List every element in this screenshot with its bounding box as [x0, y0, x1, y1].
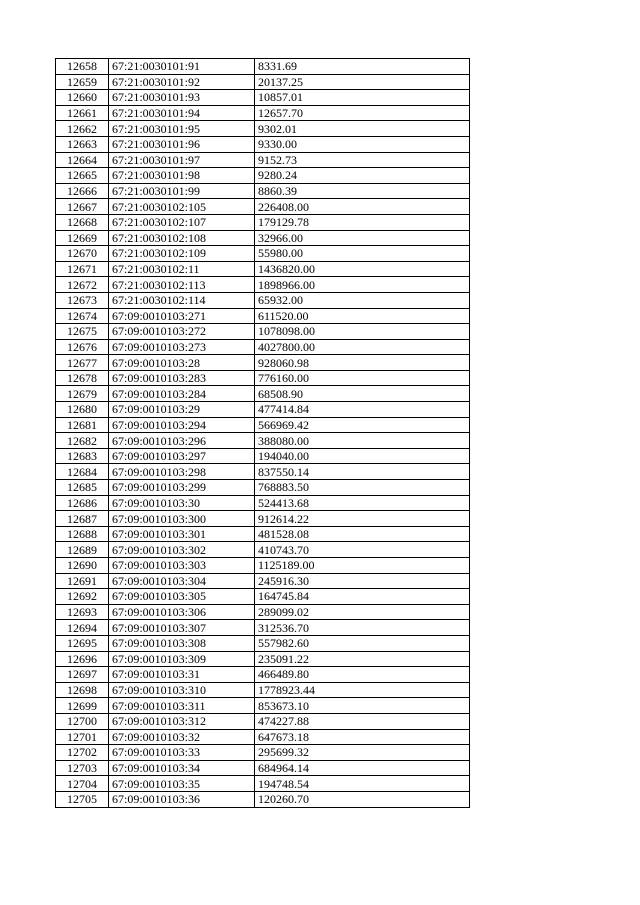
- table-row: [56, 713, 470, 729]
- row-number-cell: 12678: [56, 370, 109, 386]
- row-number-cell: 12692: [56, 589, 109, 605]
- value-cell: 9280.24: [255, 168, 470, 184]
- row-number-cell: 12671: [56, 261, 109, 277]
- table-row: [56, 402, 470, 418]
- table-row: [56, 604, 470, 620]
- value-cell: 312536.70: [255, 620, 470, 636]
- value-cell: 9152.73: [255, 152, 470, 168]
- row-number-cell: 12658: [56, 59, 109, 75]
- cadastral-number-cell: 67:09:0010103:310: [109, 682, 255, 698]
- table-row: [56, 511, 470, 527]
- table-row: [56, 90, 470, 106]
- table-row: [56, 230, 470, 246]
- row-number-cell: 12683: [56, 448, 109, 464]
- row-number-cell: 12696: [56, 651, 109, 667]
- cadastral-number-cell: 67:09:0010103:302: [109, 542, 255, 558]
- value-cell: 12657.70: [255, 105, 470, 121]
- table-row: [56, 386, 470, 402]
- value-cell: 164745.84: [255, 589, 470, 605]
- cadastral-number-cell: 67:21:0030101:94: [109, 105, 255, 121]
- cadastral-number-cell: 67:09:0010103:272: [109, 324, 255, 340]
- value-cell: 481528.08: [255, 526, 470, 542]
- row-number-cell: 12702: [56, 745, 109, 761]
- value-cell: 8860.39: [255, 183, 470, 199]
- row-number-cell: 12687: [56, 511, 109, 527]
- cadastral-number-cell: 67:21:0030101:97: [109, 152, 255, 168]
- table-row: [56, 214, 470, 230]
- value-cell: 928060.98: [255, 355, 470, 371]
- value-cell: 1898966.00: [255, 277, 470, 293]
- value-cell: 474227.88: [255, 713, 470, 729]
- value-cell: 295699.32: [255, 745, 470, 761]
- cadastral-number-cell: 67:09:0010103:271: [109, 308, 255, 324]
- cadastral-number-cell: 67:09:0010103:305: [109, 589, 255, 605]
- value-cell: 235091.22: [255, 651, 470, 667]
- cadastral-number-cell: 67:09:0010103:306: [109, 604, 255, 620]
- cadastral-number-cell: 67:21:0030102:107: [109, 214, 255, 230]
- table-row: [56, 183, 470, 199]
- cadastral-number-cell: 67:09:0010103:30: [109, 495, 255, 511]
- value-cell: 9330.00: [255, 136, 470, 152]
- value-cell: 557982.60: [255, 635, 470, 651]
- cadastral-number-cell: 67:09:0010103:312: [109, 713, 255, 729]
- value-cell: 853673.10: [255, 698, 470, 714]
- row-number-cell: 12665: [56, 168, 109, 184]
- cadastral-number-cell: 67:21:0030102:105: [109, 199, 255, 215]
- table-row: [56, 776, 470, 792]
- row-number-cell: 12672: [56, 277, 109, 293]
- cadastral-number-cell: 67:09:0010103:300: [109, 511, 255, 527]
- value-cell: 245916.30: [255, 573, 470, 589]
- table-row: [56, 121, 470, 137]
- cadastral-number-cell: 67:09:0010103:35: [109, 776, 255, 792]
- table-row: [56, 105, 470, 121]
- row-number-cell: 12668: [56, 214, 109, 230]
- cadastral-number-cell: 67:09:0010103:294: [109, 417, 255, 433]
- table-row: [56, 417, 470, 433]
- row-number-cell: 12698: [56, 682, 109, 698]
- cadastral-number-cell: 67:09:0010103:299: [109, 480, 255, 496]
- value-cell: 9302.01: [255, 121, 470, 137]
- value-cell: 684964.14: [255, 760, 470, 776]
- cadastral-number-cell: 67:09:0010103:36: [109, 791, 255, 807]
- table-row: [56, 355, 470, 371]
- value-cell: 55980.00: [255, 246, 470, 262]
- value-cell: 65932.00: [255, 292, 470, 308]
- row-number-cell: 12661: [56, 105, 109, 121]
- row-number-cell: 12669: [56, 230, 109, 246]
- table-row: [56, 667, 470, 683]
- row-number-cell: 12703: [56, 760, 109, 776]
- table-row: [56, 729, 470, 745]
- table-row: [56, 573, 470, 589]
- table-row: [56, 59, 470, 75]
- value-cell: 194040.00: [255, 448, 470, 464]
- row-number-cell: 12677: [56, 355, 109, 371]
- table-body: [56, 59, 470, 808]
- data-table: [55, 58, 470, 808]
- row-number-cell: 12685: [56, 480, 109, 496]
- cadastral-number-cell: 67:09:0010103:31: [109, 667, 255, 683]
- row-number-cell: 12674: [56, 308, 109, 324]
- cadastral-number-cell: 67:09:0010103:33: [109, 745, 255, 761]
- value-cell: 179129.78: [255, 214, 470, 230]
- value-cell: 566969.42: [255, 417, 470, 433]
- row-number-cell: 12660: [56, 90, 109, 106]
- table-row: [56, 480, 470, 496]
- table-row: [56, 246, 470, 262]
- table-row: [56, 760, 470, 776]
- row-number-cell: 12694: [56, 620, 109, 636]
- table-row: [56, 635, 470, 651]
- row-number-cell: 12699: [56, 698, 109, 714]
- row-number-cell: 12659: [56, 74, 109, 90]
- table-row: [56, 74, 470, 90]
- row-number-cell: 12697: [56, 667, 109, 683]
- cadastral-number-cell: 67:21:0030101:93: [109, 90, 255, 106]
- row-number-cell: 12666: [56, 183, 109, 199]
- row-number-cell: 12691: [56, 573, 109, 589]
- cadastral-number-cell: 67:09:0010103:311: [109, 698, 255, 714]
- table-row: [56, 651, 470, 667]
- table-row: [56, 558, 470, 574]
- table-row: [56, 542, 470, 558]
- value-cell: 1436820.00: [255, 261, 470, 277]
- cadastral-number-cell: 67:21:0030101:96: [109, 136, 255, 152]
- value-cell: 912614.22: [255, 511, 470, 527]
- table-row: [56, 308, 470, 324]
- cadastral-number-cell: 67:09:0010103:34: [109, 760, 255, 776]
- cadastral-number-cell: 67:21:0030102:113: [109, 277, 255, 293]
- row-number-cell: 12670: [56, 246, 109, 262]
- value-cell: 289099.02: [255, 604, 470, 620]
- value-cell: 8331.69: [255, 59, 470, 75]
- row-number-cell: 12664: [56, 152, 109, 168]
- table-row: [56, 370, 470, 386]
- value-cell: 776160.00: [255, 370, 470, 386]
- value-cell: 466489.80: [255, 667, 470, 683]
- table-row: [56, 620, 470, 636]
- cadastral-number-cell: 67:21:0030102:114: [109, 292, 255, 308]
- value-cell: 10857.01: [255, 90, 470, 106]
- value-cell: 194748.54: [255, 776, 470, 792]
- cadastral-number-cell: 67:09:0010103:298: [109, 464, 255, 480]
- cadastral-number-cell: 67:09:0010103:29: [109, 402, 255, 418]
- value-cell: 768883.50: [255, 480, 470, 496]
- row-number-cell: 12681: [56, 417, 109, 433]
- value-cell: 32966.00: [255, 230, 470, 246]
- value-cell: 1778923.44: [255, 682, 470, 698]
- cadastral-number-cell: 67:09:0010103:309: [109, 651, 255, 667]
- value-cell: 120260.70: [255, 791, 470, 807]
- value-cell: 647673.18: [255, 729, 470, 745]
- value-cell: 524413.68: [255, 495, 470, 511]
- table-row: [56, 526, 470, 542]
- cadastral-number-cell: 67:09:0010103:273: [109, 339, 255, 355]
- cadastral-number-cell: 67:21:0030102:109: [109, 246, 255, 262]
- cadastral-number-cell: 67:09:0010103:296: [109, 433, 255, 449]
- cadastral-number-cell: 67:21:0030101:98: [109, 168, 255, 184]
- table-row: [56, 433, 470, 449]
- table-row: [56, 464, 470, 480]
- row-number-cell: 12662: [56, 121, 109, 137]
- row-number-cell: 12667: [56, 199, 109, 215]
- row-number-cell: 12693: [56, 604, 109, 620]
- table-row: [56, 199, 470, 215]
- value-cell: 477414.84: [255, 402, 470, 418]
- row-number-cell: 12679: [56, 386, 109, 402]
- value-cell: 1125189.00: [255, 558, 470, 574]
- table-row: [56, 745, 470, 761]
- row-number-cell: 12704: [56, 776, 109, 792]
- value-cell: 837550.14: [255, 464, 470, 480]
- row-number-cell: 12695: [56, 635, 109, 651]
- row-number-cell: 12675: [56, 324, 109, 340]
- cadastral-number-cell: 67:21:0030102:11: [109, 261, 255, 277]
- row-number-cell: 12663: [56, 136, 109, 152]
- table-row: [56, 136, 470, 152]
- cadastral-number-cell: 67:21:0030101:91: [109, 59, 255, 75]
- table-row: [56, 682, 470, 698]
- table-row: [56, 277, 470, 293]
- cadastral-number-cell: 67:09:0010103:301: [109, 526, 255, 542]
- value-cell: 4027800.00: [255, 339, 470, 355]
- row-number-cell: 12682: [56, 433, 109, 449]
- cadastral-number-cell: 67:09:0010103:28: [109, 355, 255, 371]
- row-number-cell: 12676: [56, 339, 109, 355]
- row-number-cell: 12705: [56, 791, 109, 807]
- table-row: [56, 292, 470, 308]
- value-cell: 611520.00: [255, 308, 470, 324]
- cadastral-number-cell: 67:09:0010103:308: [109, 635, 255, 651]
- value-cell: 388080.00: [255, 433, 470, 449]
- cadastral-number-cell: 67:21:0030102:108: [109, 230, 255, 246]
- cadastral-number-cell: 67:09:0010103:297: [109, 448, 255, 464]
- table-row: [56, 339, 470, 355]
- row-number-cell: 12690: [56, 558, 109, 574]
- table-row: [56, 168, 470, 184]
- table-row: [56, 261, 470, 277]
- cadastral-number-cell: 67:09:0010103:284: [109, 386, 255, 402]
- row-number-cell: 12689: [56, 542, 109, 558]
- table-row: [56, 495, 470, 511]
- cadastral-number-cell: 67:21:0030101:99: [109, 183, 255, 199]
- row-number-cell: 12701: [56, 729, 109, 745]
- row-number-cell: 12673: [56, 292, 109, 308]
- value-cell: 20137.25: [255, 74, 470, 90]
- value-cell: 1078098.00: [255, 324, 470, 340]
- value-cell: 68508.90: [255, 386, 470, 402]
- cadastral-number-cell: 67:09:0010103:307: [109, 620, 255, 636]
- cadastral-number-cell: 67:09:0010103:303: [109, 558, 255, 574]
- cadastral-number-cell: 67:09:0010103:32: [109, 729, 255, 745]
- row-number-cell: 12688: [56, 526, 109, 542]
- value-cell: 410743.70: [255, 542, 470, 558]
- row-number-cell: 12680: [56, 402, 109, 418]
- table-row: [56, 448, 470, 464]
- row-number-cell: 12684: [56, 464, 109, 480]
- table-row: [56, 698, 470, 714]
- value-cell: 226408.00: [255, 199, 470, 215]
- table-row: [56, 791, 470, 807]
- table-row: [56, 589, 470, 605]
- table-row: [56, 324, 470, 340]
- cadastral-number-cell: 67:09:0010103:283: [109, 370, 255, 386]
- cadastral-number-cell: 67:09:0010103:304: [109, 573, 255, 589]
- cadastral-number-cell: 67:21:0030101:95: [109, 121, 255, 137]
- table-row: [56, 152, 470, 168]
- row-number-cell: 12686: [56, 495, 109, 511]
- cadastral-number-cell: 67:21:0030101:92: [109, 74, 255, 90]
- row-number-cell: 12700: [56, 713, 109, 729]
